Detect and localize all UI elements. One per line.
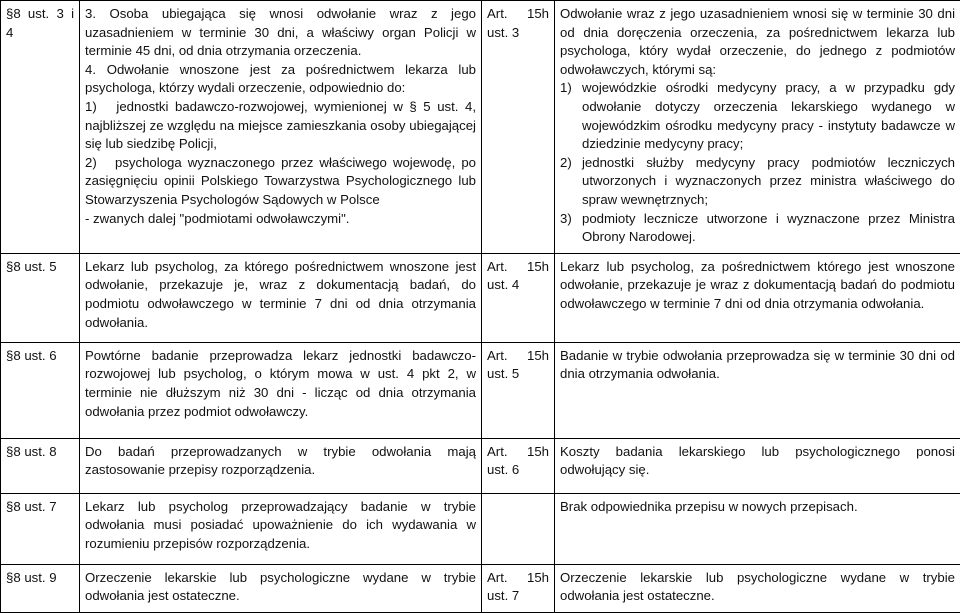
old-provision-text: Lekarz lub psycholog, za którego pośrednictwem wnoszone jest odwołanie, przekazuje je, wraz z dokumentacją badań, do podmiotu odwoławczego w terminie 7 dni od dnia otrzymania odwołania. (80, 253, 482, 342)
list-item: 2) jednostki służby medycyny pracy podmiotów leczniczych utworzonych i wyznaczonych przez ministra właściwego do spraw wewnętrznych; (560, 154, 955, 210)
paragraph: Odwołanie wraz z jego uzasadnieniem wnosi się w terminie 30 dni od dnia doręczenia orzeczenia, za pośrednictwem lekarza lub psychologa, który wydał orzeczenie, do jednego z podmiotów odwoławczych, którymi są: (560, 5, 955, 79)
old-provision-ref: §8 ust. 5 (1, 253, 80, 342)
old-provision-text: Orzeczenie lekarskie lub psychologiczne wydane w trybie odwołania jest ostateczne. (80, 564, 482, 612)
new-provision-ref: Art. 15h ust. 5 (482, 342, 555, 438)
table-row (1, 564, 960, 612)
old-provision-ref: §8 ust. 7 (1, 493, 80, 564)
new-provision-ref (482, 493, 555, 564)
old-provision-text: Do badań przeprowadzanych w trybie odwołania mają zastosowanie przepisy rozporządzenia. (80, 438, 482, 493)
list-item: 2) psychologa wyznaczonego przez właściwego wojewodę, po zasięgnięciu opinii Polskiego Towarzystwa Psychologicznego lub Stowarzyszenia Psychologów Sądowych w Polsce (85, 154, 476, 210)
old-provision-ref: §8 ust. 9 (1, 564, 80, 612)
old-provision-ref: §8 ust. 8 (1, 438, 80, 493)
new-provision-text: Koszty badania lekarskiego lub psychologicznego ponosi odwołujący się. (555, 438, 960, 493)
old-provision-ref: §8 ust. 6 (1, 342, 80, 438)
old-provision-text (80, 1, 482, 254)
new-provision-text: Orzeczenie lekarskie lub psychologiczne wydane w trybie odwołania jest ostateczne. (555, 564, 960, 612)
new-provision-ref: Art. 15h ust. 4 (482, 253, 555, 342)
new-provision-ref: Art. 15h ust. 6 (482, 438, 555, 493)
new-provision-text: Brak odpowiednika przepisu w nowych przepisach. (555, 493, 960, 564)
old-provision-text: Lekarz lub psycholog przeprowadzający badanie w trybie odwołania musi posiadać upoważnienie do ich wydawania w rozumieniu przepisów rozporządzenia. (80, 493, 482, 564)
list-item: 1) wojewódzkie ośrodki medycyny pracy, a w przypadku gdy odwołanie dotyczy orzeczenia lekarskiego wydanego w wojewódzkim ośrodku medycyny pracy - instytuty badawcze w dziedzinie medycyny pracy; (560, 79, 955, 153)
list-item: 3) podmioty lecznicze utworzone i wyznaczone przez Ministra Obrony Narodowej. (560, 210, 955, 247)
list-item: 1) jednostki badawczo-rozwojowej, wymienionej w § 5 ust. 4, najbliższej ze względu na miejsce zamieszkania osoby ubiegającej się lub siedzibę Policji, (85, 98, 476, 154)
paragraph: 4. Odwołanie wnoszone jest za pośrednictwem lekarza lub psychologa, którzy wydali orzeczenie, odpowiednio do: (85, 61, 476, 98)
old-provision-text: Powtórne badanie przeprowadza lekarz jednostki badawczo-rozwojowej lub psycholog, o którym mowa w ust. 4 pkt 2, w terminie nie dłuższym niż 30 dni - licząc od dnia otrzymania odwołania przez podmiot odwoławczy. (80, 342, 482, 438)
new-provision-text: Lekarz lub psycholog, za pośrednictwem którego jest wnoszone odwołanie, przekazuje je wraz z dokumentacją badań do podmiotu odwoławczego w terminie 7 dni od dnia otrzymania odwołania. (555, 253, 960, 342)
table-row (1, 342, 960, 438)
table-row (1, 493, 960, 564)
paragraph: - zwanych dalej "podmiotami odwoławczymi". (85, 210, 476, 229)
new-provision-text: Badanie w trybie odwołania przeprowadza się w terminie 30 dni od dnia otrzymania odwołania. (555, 342, 960, 438)
table-row (1, 1, 960, 254)
new-provision-text (555, 1, 960, 254)
new-provision-ref: Art. 15h ust. 3 (482, 1, 555, 254)
table-row (1, 253, 960, 342)
paragraph: 3. Osoba ubiegająca się wnosi odwołanie wraz z jego uzasadnieniem w terminie 30 dni, a właściwy organ Policji w terminie 45 dni, od dnia otrzymania orzeczenia. (85, 5, 476, 61)
table-row (1, 438, 960, 493)
new-provision-ref: Art. 15h ust. 7 (482, 564, 555, 612)
old-provision-ref: §8 ust. 3 i 4 (1, 1, 80, 254)
